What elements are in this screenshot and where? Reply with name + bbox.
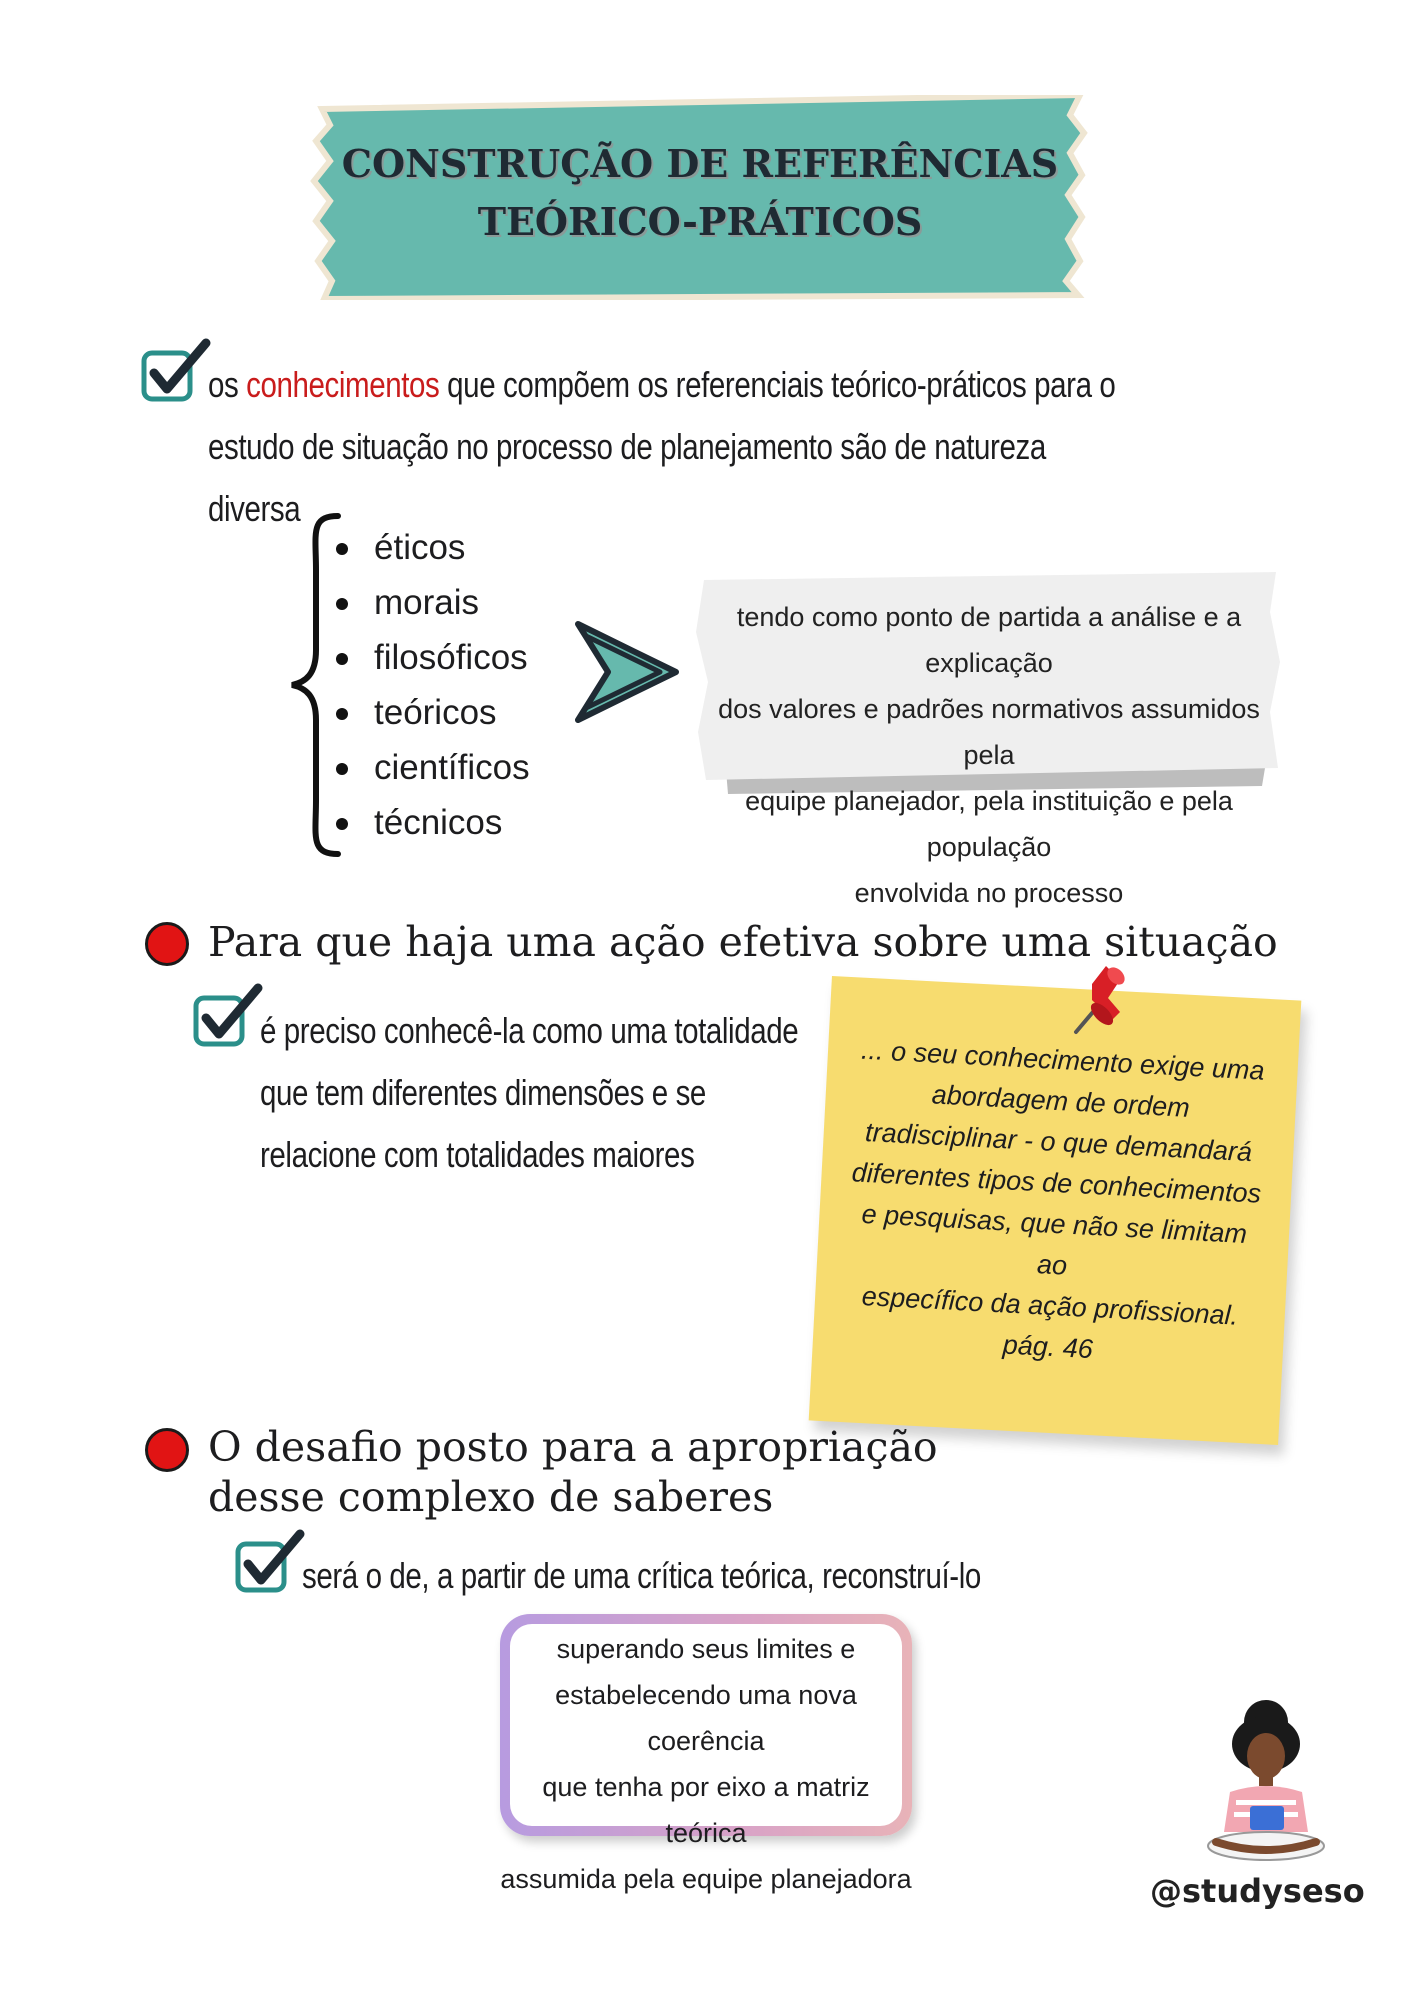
push-pin-icon — [1062, 962, 1142, 1042]
gradient-note-text: superando seus limites e estabelecendo uma nova coerência que tenha por eixo a matriz teórica assumida pela equipe planejadora — [500, 1634, 912, 1894]
knowledge-types-list — [330, 520, 560, 850]
red-dot-icon — [145, 922, 189, 966]
gradient-note-box — [500, 1614, 912, 1894]
list-item: éticos — [330, 520, 560, 575]
title-line-2: TEÓRICO-PRÁTICOS — [477, 199, 923, 244]
author-handle: @studyseso — [1150, 1872, 1365, 1910]
list-item: filosóficos — [330, 630, 560, 685]
grey-paper-note — [696, 572, 1282, 908]
red-dot-icon — [145, 1428, 189, 1472]
action-paragraph: é preciso conhecê-la como uma totalidade que tem diferentes dimensões e se relacione com totalidades maiores — [260, 1010, 799, 1175]
list-item: morais — [330, 575, 560, 630]
checkbox-check-icon — [140, 337, 214, 409]
sticky-note-text: ... o seu conhecimento exige uma abordagem de ordem tradisciplinar - o que demandará diferentes tipos de conhecimentos e pesquisas, que não se limitam ao específico da ação profissional. pág. 46 — [851, 1034, 1266, 1365]
action-heading: Para que haja uma ação efetiva sobre uma situação — [208, 918, 1278, 966]
student-avatar — [1196, 1696, 1336, 1866]
checkbox-check-icon — [192, 982, 266, 1054]
intro-line-2: estudo de situação no processo de planejamento são de natureza diversa — [208, 426, 1046, 529]
title-line-1: CONSTRUÇÃO DE REFERÊNCIAS — [341, 141, 1059, 186]
torn-tape-shape — [310, 95, 1090, 300]
challenge-subtext: será o de, a partir de uma crítica teórica, reconstruí-lo — [302, 1555, 981, 1596]
title-banner — [310, 95, 1090, 300]
list-item: científicos — [330, 740, 560, 795]
play-arrow-icon — [568, 614, 686, 730]
list-item: teóricos — [330, 685, 560, 740]
intro-line-1: os conhecimentos que compõem os referenciais teórico-práticos para o — [208, 364, 1116, 405]
sticky-note — [809, 976, 1302, 1445]
list-item: técnicos — [330, 795, 560, 850]
checkbox-check-icon — [234, 1528, 308, 1600]
highlight-word: conhecimentos — [246, 364, 440, 405]
grey-note-text: tendo como ponto de partida a análise e a explicação dos valores e padrões normativos assumidos pela equipe planejador, pela instituição e pela população envolvida no processo — [718, 602, 1260, 908]
challenge-heading: O desafio posto para a apropriação desse complexo de saberes — [208, 1423, 938, 1521]
